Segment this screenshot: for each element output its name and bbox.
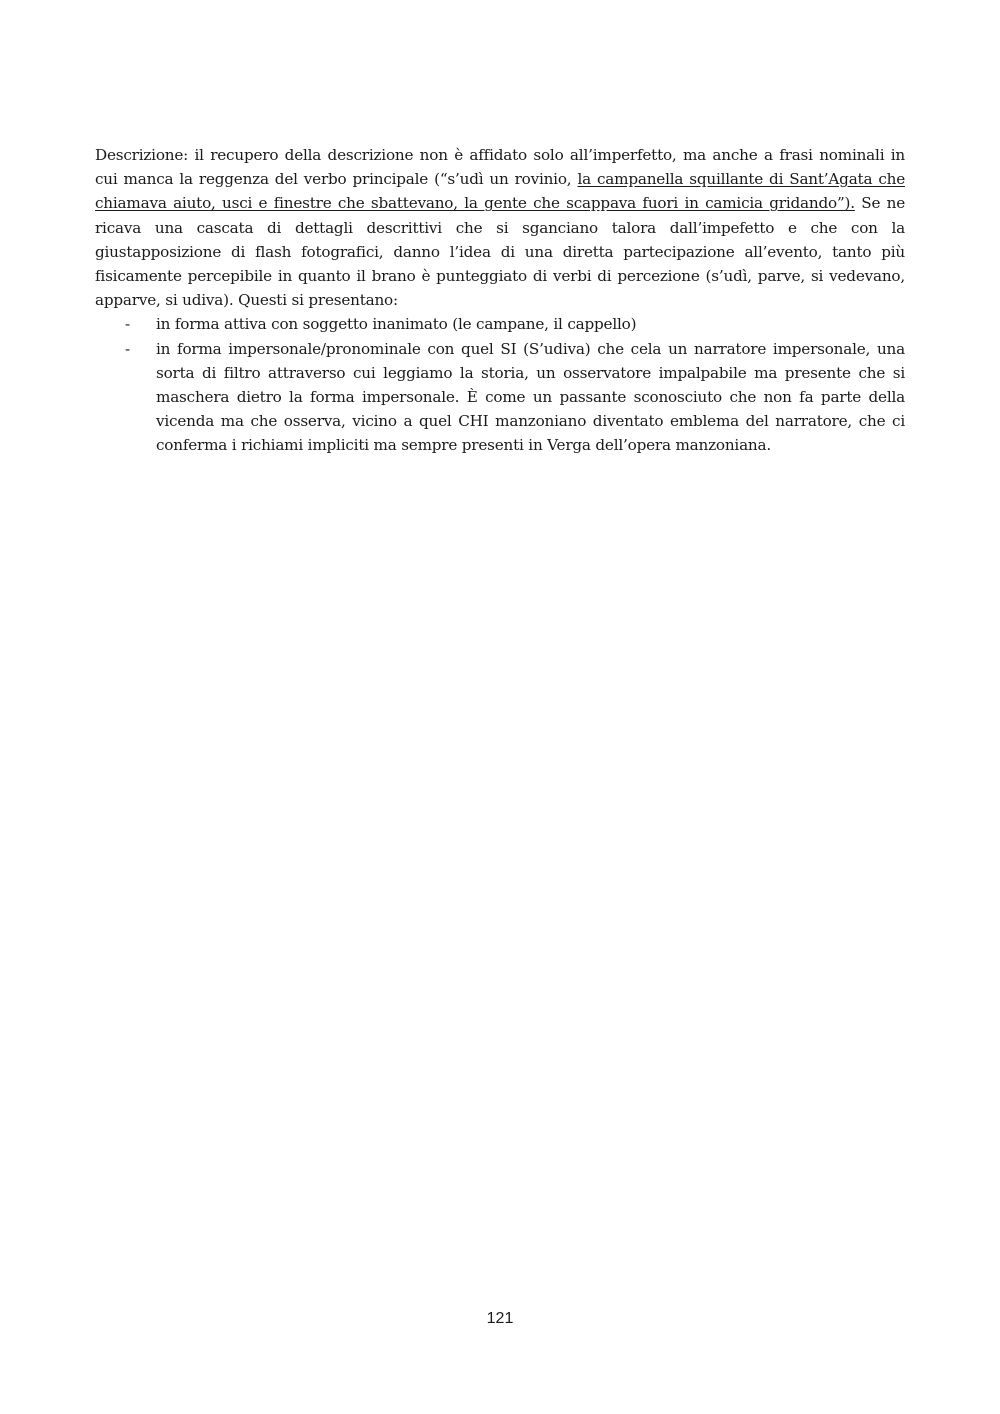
body-text: [95, 143, 905, 458]
list-item: [95, 312, 905, 336]
bullet-text: in forma impersonale/pronominale con quel SI (S’udiva) che cela un narratore impersonale, una sorta di filtro attraverso cui leggiamo la storia, un osservatore impalpabile ma presente che si maschera dietro la forma impersonale. È come un passante sconosciuto che non fa parte della vicenda ma che osserva, vicino a quel CHI manzoniano diventato emblema del narratore, che ci conferma i richiami impliciti ma sempre presenti in Verga dell’opera manzoniana.: [156, 339, 905, 455]
bullet-list: [95, 312, 905, 457]
paragraph-intro: Descrizione: il recupero della descrizione non è affidato solo all’imperfetto, ma anche a frasi nominali in cui manca la reggenza del verbo principale (“s’udì un rovinio,: [95, 146, 905, 189]
bullet-marker: -: [125, 315, 130, 334]
underlined-quote: la campanella squillante di Sant’Agata che chiamava aiuto, usci e finestre che sbattevano, la gente che scappava fuori in camicia gridando”).: [95, 170, 906, 213]
paragraph-rest: Se ne ricava una cascata di dettagli descrittivi che si sganciano talora dall’impefetto e che con la giustapposizione di flash fotografici, danno l’idea di una diretta partecipazione all’evento, tanto più fisicamente percepibile in quanto il brano è punteggiato di verbi di percezione (s’udì, parve, si vedevano, apparve, si udiva). Questi si presentano:: [95, 194, 905, 310]
list-item: [95, 337, 905, 458]
description-paragraph: [95, 143, 905, 312]
bullet-marker: -: [125, 339, 130, 358]
page-number: 121: [486, 1310, 514, 1327]
bullet-text: in forma attiva con soggetto inanimato (le campane, il cappello): [156, 315, 637, 334]
